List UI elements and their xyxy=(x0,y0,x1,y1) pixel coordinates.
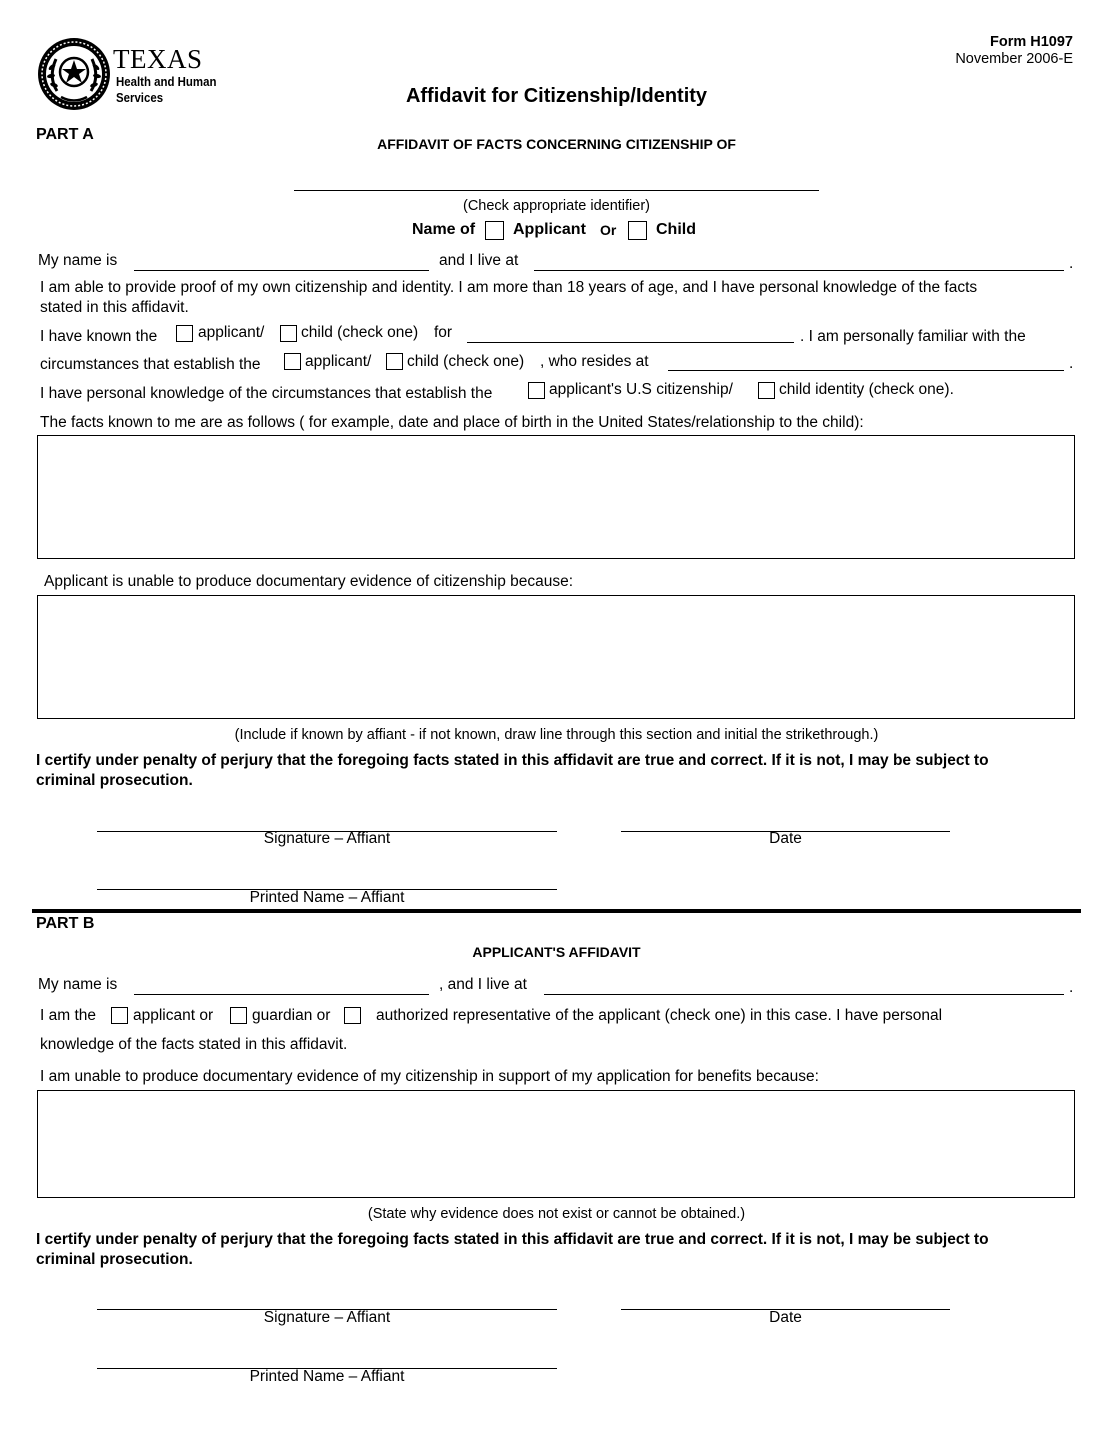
affiant-address-field[interactable] xyxy=(534,270,1064,271)
role-applicant-label: applicant or xyxy=(133,1007,214,1024)
circumstances-child-label: child (check one) xyxy=(407,353,525,370)
certify-line1: I certify under penalty of perjury that the foregoing facts stated in this affidavit are true and correct. If it is not, I may be subject to xyxy=(36,1231,989,1248)
citizenship-label: applicant's U.S citizenship/ xyxy=(549,381,733,398)
who-resides-text: , who resides at xyxy=(540,353,649,370)
identifier-applicant-checkbox[interactable] xyxy=(485,221,504,240)
unable-reason-textarea[interactable] xyxy=(37,595,1075,719)
identifier-note: (Check appropriate identifier) xyxy=(463,198,650,214)
familiar-text: . I am personally familiar with the xyxy=(800,328,1026,345)
role-guardian-label: guardian or xyxy=(252,1007,331,1024)
role-authorized-rep-checkbox[interactable] xyxy=(344,1007,361,1024)
proof-statement-line1: I am able to provide proof of my own citizenship and identity. I am more than 18 years of age, and I have personal knowledge of the facts xyxy=(40,279,978,296)
part-b-heading: APPLICANT'S AFFIDAVIT xyxy=(472,944,641,960)
circumstances-child-checkbox[interactable] xyxy=(386,353,403,370)
role-applicant-checkbox[interactable] xyxy=(111,1007,128,1024)
i-am-the-text: I am the xyxy=(40,1007,96,1024)
logo-texas-text: TEXAS xyxy=(113,44,203,74)
state-why-note: (State why evidence does not exist or cannot be obtained.) xyxy=(367,1206,746,1222)
logo-hhs-line1: Health and Human xyxy=(116,74,217,89)
applicant-address-field[interactable] xyxy=(544,994,1064,995)
signature-label: Signature – Affiant xyxy=(263,830,391,847)
known-child-checkbox[interactable] xyxy=(280,325,297,342)
facts-textarea[interactable] xyxy=(37,435,1075,559)
period-text: . xyxy=(1069,255,1074,272)
applicant-address-label: , and I live at xyxy=(439,976,527,993)
printed-name-label: Printed Name – Affiant xyxy=(249,889,405,906)
part-a-heading: AFFIDAVIT OF FACTS CONCERNING CITIZENSHIP OF xyxy=(377,136,736,152)
circumstances-applicant-label: applicant/ xyxy=(305,353,372,370)
printed-name-label: Printed Name – Affiant xyxy=(249,1368,405,1385)
for-text: for xyxy=(434,324,453,341)
role-guardian-checkbox[interactable] xyxy=(230,1007,247,1024)
certify-line2: criminal prosecution. xyxy=(36,1251,193,1268)
logo-hhs-line2: Services xyxy=(116,90,164,105)
affiant-name-label: My name is xyxy=(38,252,118,269)
known-applicant-checkbox[interactable] xyxy=(176,325,193,342)
identity-checkbox[interactable] xyxy=(758,382,775,399)
citizenship-of-name-field[interactable] xyxy=(294,190,819,191)
identifier-child-label: Child xyxy=(656,221,696,238)
date-label: Date xyxy=(769,830,802,847)
signature-label: Signature – Affiant xyxy=(263,1309,391,1326)
form-number: Form H1097 xyxy=(989,34,1073,50)
period-text: . xyxy=(1069,355,1074,372)
part-a-label: PART A xyxy=(36,126,94,143)
resides-address-field[interactable] xyxy=(668,370,1064,371)
circumstances-prefix-text: circumstances that establish the xyxy=(40,356,261,373)
affiant-address-label: and I live at xyxy=(439,252,519,269)
applicant-name-field[interactable] xyxy=(134,994,429,995)
section-divider xyxy=(32,909,1081,913)
certify-line2: criminal prosecution. xyxy=(36,772,193,789)
citizenship-checkbox[interactable] xyxy=(528,382,545,399)
knowledge-prefix-text: I have personal knowledge of the circumstances that establish the xyxy=(40,385,493,402)
known-child-label: child (check one) xyxy=(301,324,419,341)
circumstances-applicant-checkbox[interactable] xyxy=(284,353,301,370)
include-note: (Include if known by affiant - if not known, draw line through this section and initial the strikethrough.) xyxy=(234,727,879,743)
identifier-child-checkbox[interactable] xyxy=(628,221,647,240)
facts-label: The facts known to me are as follows ( for example, date and place of birth in the United States/relationship to the child): xyxy=(40,414,864,431)
identity-label: child identity (check one). xyxy=(779,381,954,398)
period-text: . xyxy=(1069,979,1074,996)
proof-statement-line2: stated in this affidavit. xyxy=(40,299,189,316)
page-title: Affidavit for Citizenship/Identity xyxy=(405,85,708,107)
evidence-reason-textarea[interactable] xyxy=(37,1090,1075,1198)
applicant-name-label: My name is xyxy=(38,976,118,993)
knowledge-line: knowledge of the facts stated in this affidavit. xyxy=(40,1036,348,1053)
affiant-name-field[interactable] xyxy=(134,270,429,271)
certify-line1: I certify under penalty of perjury that the foregoing facts stated in this affidavit are true and correct. If it is not, I may be subject to xyxy=(36,752,989,769)
unable-label: Applicant is unable to produce documentary evidence of citizenship because: xyxy=(44,573,574,590)
identifier-or-label: Or xyxy=(600,222,617,238)
known-duration-field[interactable] xyxy=(467,342,794,343)
date-label: Date xyxy=(769,1309,802,1326)
known-applicant-label: applicant/ xyxy=(198,324,265,341)
name-of-label: Name of xyxy=(412,221,476,238)
identifier-applicant-label: Applicant xyxy=(513,221,586,238)
part-b-label: PART B xyxy=(36,915,95,932)
unable-label: I am unable to produce documentary evidence of my citizenship in support of my application for benefits because: xyxy=(40,1068,819,1085)
role-authorized-rep-label: authorized representative of the applicant (check one) in this case. I have personal xyxy=(376,1007,943,1024)
known-prefix-text: I have known the xyxy=(40,328,158,345)
form-date: November 2006-E xyxy=(955,51,1073,67)
